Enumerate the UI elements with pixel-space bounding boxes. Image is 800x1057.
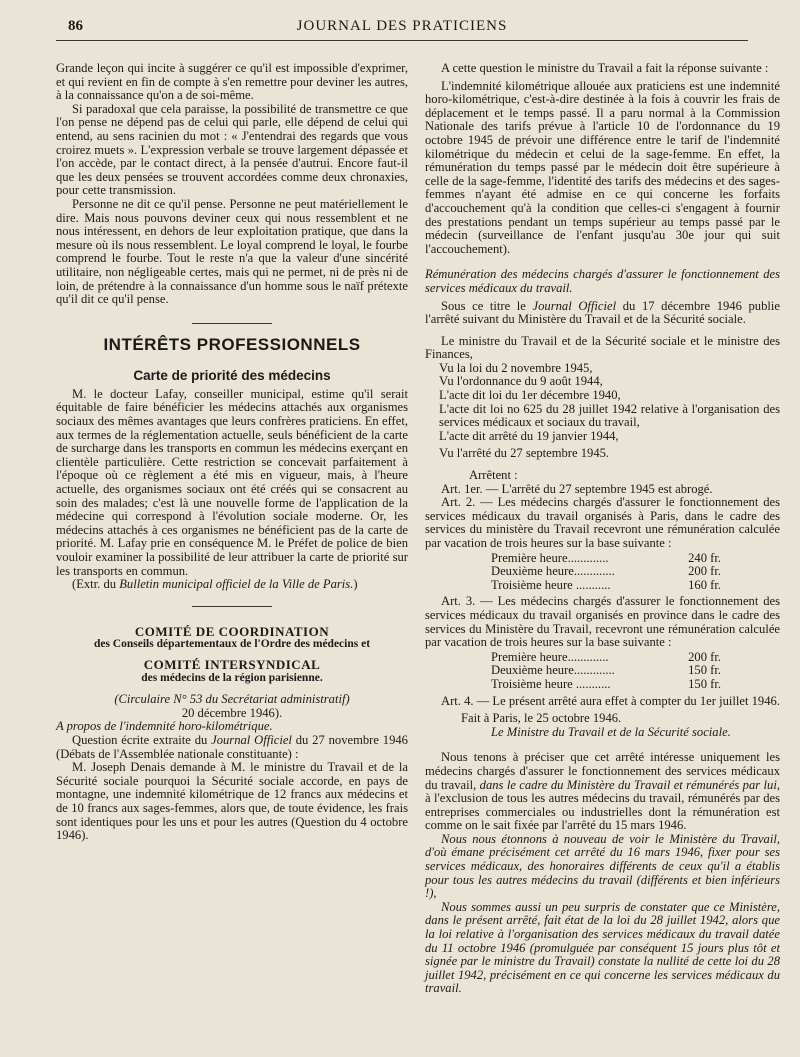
divider: [192, 323, 272, 324]
subsection-title: Carte de priorité des médecins: [133, 368, 331, 384]
text-run: Nous tenons à préciser que cet arrêté intéresse uniquement les médecins chargés d'assurer le fonctionnement des services médicaux du travail,: [425, 750, 780, 792]
circular-date: 20 décembre 1946).: [181, 705, 283, 720]
rate-value: 150 fr.: [688, 676, 721, 691]
committee-heading: COMITÉ INTERSYNDICAL: [143, 656, 321, 672]
table-row: [491, 579, 721, 593]
rate-table-paris: [491, 552, 721, 593]
paragraph: A cette question le ministre du Travail a fait la réponse suivante :: [441, 61, 769, 75]
paragraph: [425, 300, 780, 327]
paragraph: Nous nous étonnons à nouveau de voir le Ministère du Travail, d'où émane précisément cet arrêté du 16 mars 1946, fixer pour ses services médicaux, des honoraires différents de ceux qu'il a établis pour tous les autres médecins du travail (différents et bien inférieurs !),: [425, 831, 780, 901]
committee-subheading: des médecins de la région parisienne.: [141, 671, 323, 684]
rate-label: Première heure.............: [491, 649, 609, 664]
paragraph: L'indemnité kilométrique allouée aux praticiens est une indemnité horo-kilométrique, c'est-à-dire destinée à la fois à couvrir les frais de déplacement et le temps passé. Il a paru normal à la Commission Nationale des tarifs prévue à l'article 10 de l'ordonnance du 19 octobre 1945 de prévoir une différence entre le tarif de l'indemnité kilométrique du médecin et celui de la sage-femme. En effet, la rémunération du temps passé par le médecin doit être supérieure à celle de la sage-femme, l'identité des tarifs des médecins et des sages-femmes n'ayant été admise en ce qui concerne les forfaits d'accouchement qu'à la condition que celles-ci s'engagent à fournir des prestations pendant un temps supérieur au temps passé par le médecin (surveillance de l'enfant jusqu'au 30e jour qui suit l'accouchement).: [425, 78, 780, 256]
circular-reference: (Circulaire N° 53 du Secrétariat administratif): [114, 692, 350, 707]
paragraph: Si paradoxal que cela paraisse, la possibilité de transmettre ce que l'on pense ne dépend pas de celui qui parle, elle dépend de celui qui entend, au sens racinien du mot : « J'entendrai des regards que vous croirez muets ». L'expression verbale se trouve largement dépassée et l'on accède, par le contact direct, à la pensée d'autrui. Encore faut-il que les deux pensées se trouvent accordées comme deux chronaxies, pour cette transmission.: [56, 101, 408, 198]
divider: [192, 606, 272, 607]
rate-label: Deuxième heure.............: [491, 663, 615, 678]
citation-source: Bulletin municipal officiel de la Ville de Paris.: [119, 577, 354, 592]
paragraph: Personne ne dit ce qu'il pense. Personne ne peut matériellement le dire. Mais nous pouvons deviner ceux qui nous ressemblent et ne nous intéressent, en dehors de leur exploitation pratique, que dans la mesure où ils nous ressemblent. Le loyal comprend le loyal, le fourbe comprend le fourbe. Tout le reste n'a que la valeur d'une sincérité utilitaire, non négligeable certes, mais qui ne permet, ni de près ni de loin, de prétendre à la connaissance d'un homme sous le naïf prétexte qu'il dit ce qu'il pense.: [56, 196, 408, 307]
paragraph: Grande leçon qui incite à suggérer ce qu'il est impossible d'exprimer, et qui revient en fin de compte à s'en remettre pour deviner les autres, à la connaissance qu'on a de soi-même.: [56, 61, 408, 103]
arretent-label: Arrêtent :: [469, 468, 518, 483]
rate-value: 200 fr.: [688, 649, 721, 664]
paragraph: [425, 751, 780, 833]
text-run: Sous ce titre le: [441, 298, 533, 313]
article: Art. 1er. — L'arrêté du 27 septembre 1945 est abrogé.: [441, 481, 713, 496]
section-title: INTÉRÊTS PROFESSIONNELS: [103, 334, 361, 354]
table-row: [491, 678, 721, 692]
right-column: [425, 62, 780, 996]
visa-line: L'acte dit arrêté du 19 janvier 1944,: [439, 428, 619, 443]
visa-line: Vu l'arrêté du 27 septembre 1945.: [439, 446, 610, 461]
visa-line: L'acte dit loi du 1er décembre 1940,: [439, 388, 621, 403]
citation-prefix: (Extr. du: [72, 577, 120, 592]
citation-suffix: ): [353, 577, 358, 592]
page-header: [56, 14, 748, 41]
text-run-italic: Journal Officiel: [532, 298, 617, 313]
article: Art. 3. — Les médecins chargés d'assurer le fonctionnement des services médicaux du travail organisés en province dans le cadre des services du Ministère du Travail, recevront une rémunération calculée par vacation de trois heures sur la base suivante :: [425, 594, 780, 650]
paragraph: [56, 734, 408, 761]
paragraph: M. le docteur Lafay, conseiller municipal, estime qu'il serait équitable de faire bénéficier les médecins attachés aux organismes sociaux des mêmes avantages que leurs confrères praticiens. En effet, aux termes de la réglementation actuelle, seuls bénéficient de la carte de surcharge dans les transports en commun les médecins exerçant en clientèle particulière. Cette restriction se concevait parfaitement à l'époque où ce règlement a été mis en vigueur, mais, à l'heure actuelle, des organismes sociaux ont été créés qui se consacrent au soin des malades; c'est là une nouvelle forme de l'application de la médecine qui correspond à l'évolution sociale moderne. Or, les médecins attachés à ces organismes ne bénéficient pas de la carte de priorité. M. Lafay prie en conséquence M. le Préfet de police de bien vouloir examiner la possibilité de leur attribuer la carte de priorité sur les transports en commun.: [56, 386, 408, 578]
text-run: Question écrite extraite du: [72, 732, 212, 747]
signature-date: Fait à Paris, le 25 octobre 1946.: [461, 711, 622, 726]
text-run: , à l'exclusion de tous les autres médecins du travail, rémunérés par des entreprises commerciales ou industrielles dont la rémunération est comme on le sait fixée par l'arrêté du 15 mars 1946.: [425, 777, 780, 833]
rate-label: Première heure.............: [491, 550, 609, 565]
paragraph: M. Joseph Denais demande à M. le ministre du Travail et de la Sécurité sociale pourquoi la Sécurité sociale accorde, en pays de montagne, une indemnité kilométrique de 12 francs aux médecins et de 10 francs aux sages-femmes, alors que, de toute évidence, les frais sont identiques pour les uns et pour les autres (Question du 4 octobre 1946).: [56, 760, 408, 843]
paragraph: Nous sommes aussi un peu surpris de constater que ce Ministère, dans le présent arrêté, fait état de la loi du 28 juillet 1942, alors que la loi relative à l'organisation des services médicaux du travail datée du 11 octobre 1946 (promulguée par conséquent 15 jours plus tôt et signée par le ministre du Travail) constate la nullité de cette loi du 28 juillet 1942, précisément en ce qui concerne les services médicaux du travail.: [425, 899, 780, 996]
signature-authority: Le Ministre du Travail et de la Sécurité sociale.: [491, 724, 731, 739]
table-row: [491, 651, 721, 665]
rate-value: 200 fr.: [688, 564, 721, 579]
text-run-italic: Journal Officiel: [211, 732, 292, 747]
rate-value: 240 fr.: [688, 550, 721, 565]
table-row: [491, 565, 721, 579]
rate-label: Troisième heure ...........: [491, 577, 611, 592]
article: Art. 4. — Le présent arrêté aura effet à compter du 1er juillet 1946.: [441, 693, 780, 708]
paragraph: Le ministre du Travail et de la Sécurité sociale et le ministre des Finances,: [425, 333, 780, 362]
visa-line: Vu la loi du 2 novembre 1945,: [439, 360, 593, 375]
rate-label: Deuxième heure.............: [491, 564, 615, 579]
article: Art. 2. — Les médecins chargés d'assurer le fonctionnement des services médicaux du travail organisés à Paris, dans le cadre des services du ministère du Travail recevront une rémunération calculée par vacation de trois heures sur la base suivante :: [425, 495, 780, 550]
topic-heading: A propos de l'indemnité horo-kilométrique.: [56, 719, 273, 734]
visa-line: L'acte dit loi no 625 du 28 juillet 1942 relative à l'organisation des services médicaux et sociaux du travail,: [439, 401, 780, 430]
running-title: JOURNAL DES PRATICIENS: [296, 18, 508, 34]
committee-heading: COMITÉ DE COORDINATION: [134, 623, 330, 639]
source-citation: [56, 578, 408, 592]
text-run: du 27 novembre 1946 (Débats de l'Assemblée nationale constituante) :: [56, 732, 408, 761]
rate-label: Troisième heure ...........: [491, 676, 611, 691]
rate-table-province: [491, 651, 721, 692]
topic-heading: Rémunération des médecins chargés d'assurer le fonctionnement des services médicaux du travail.: [425, 267, 780, 295]
committee-subheading: des Conseils départementaux de l'Ordre des médecins et: [93, 638, 371, 651]
rate-value: 160 fr.: [688, 577, 721, 592]
table-row: [491, 664, 721, 678]
text-run: du 17 décembre 1946 publie l'arrêté suivant du Ministère du Travail et de la Sécurité sociale.: [425, 298, 780, 327]
text-run-italic: dans le cadre du Ministère du Travail et rémunérés par lui: [479, 777, 777, 792]
page-number: 86: [68, 18, 83, 34]
visa-line: Vu l'ordonnance du 9 août 1944,: [439, 374, 603, 389]
table-row: [491, 552, 721, 566]
rate-value: 150 fr.: [688, 663, 721, 678]
left-column: [56, 62, 408, 843]
